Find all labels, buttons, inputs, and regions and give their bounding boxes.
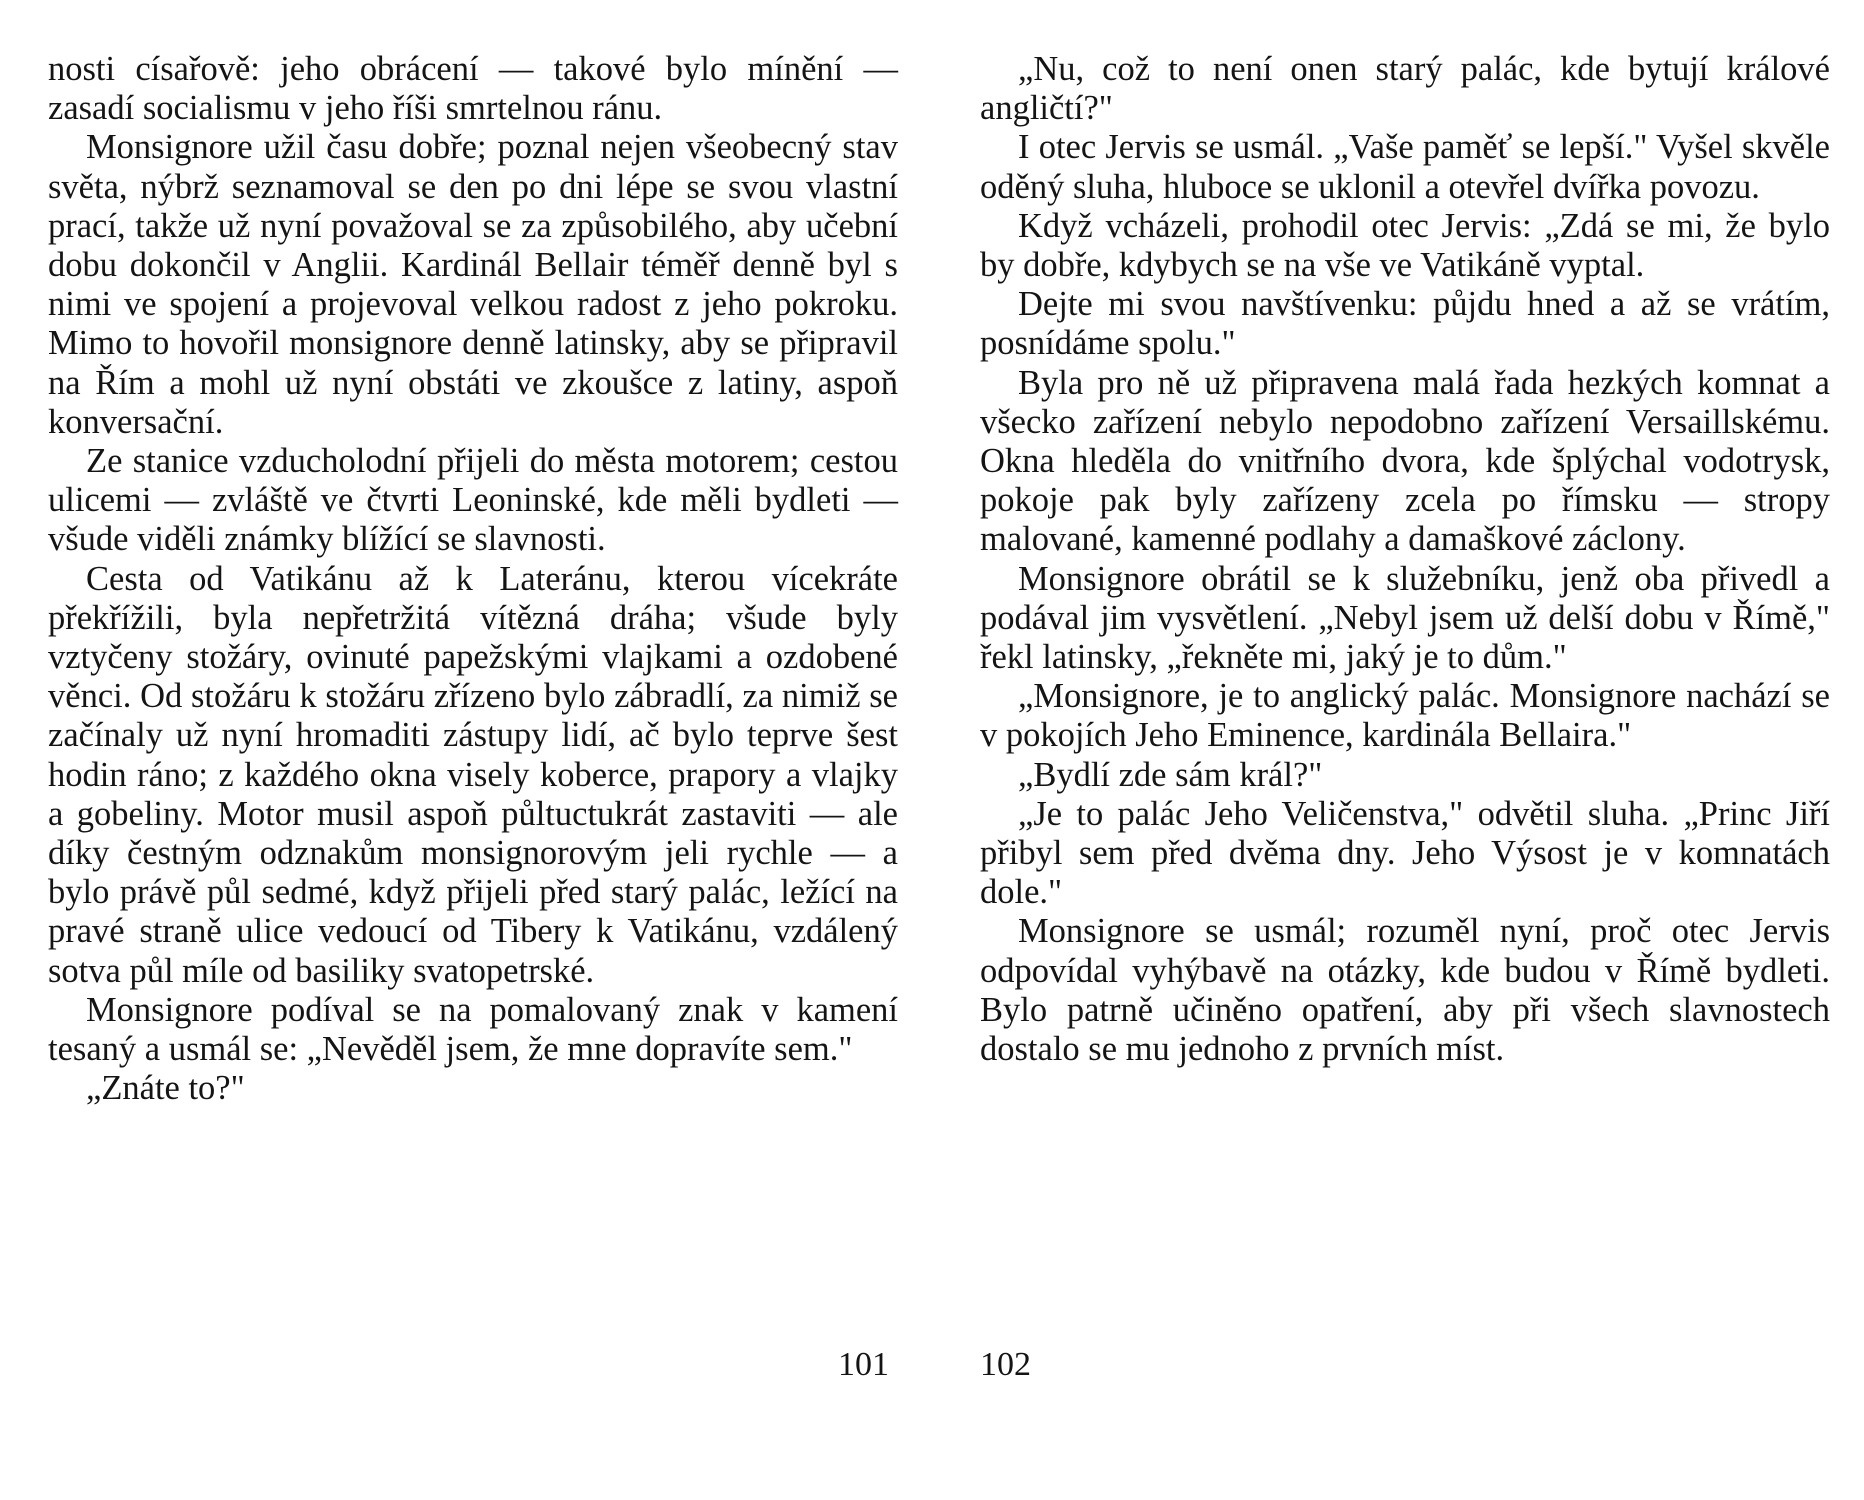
paragraph: „Monsignore, je to anglický palác. Monsignore nachází se v pokojích Jeho Eminence, kardinála Bellaira."	[980, 677, 1830, 755]
page-number-left: 101	[838, 1346, 889, 1383]
paragraph: „Znáte to?"	[86, 1069, 245, 1108]
paragraph: I otec Jervis se usmál. „Vaše paměť se lepší." Vyšel skvěle oděný sluha, hluboce se uklonil a otevřel dvířka povozu.	[980, 128, 1830, 206]
paragraph: Monsignore podíval se na pomalovaný znak v kamení tesaný a usmál se: „Nevěděl jsem, že mne dopravíte sem."	[48, 990, 898, 1069]
paragraph: Dejte mi svou navštívenku: půjdu hned a až se vrátím, posnídáme spolu."	[980, 285, 1830, 363]
paragraph: Ze stanice vzducholodní přijeli do města motorem; cestou ulicemi — zvláště ve čtvrti Leoninské, kde měli bydleti — všude viděli známky blížící se slavnosti.	[48, 442, 898, 559]
paragraph: Monsignore obrátil se k služebníku, jenž oba přivedl a podával jim vysvětlení. „Nebyl jsem už delší dobu v Římě," řekl latinsky, „řekněte mi, jaký je to dům."	[980, 559, 1830, 677]
left-page-text	[48, 50, 898, 1108]
paragraph: „Nu, což to není onen starý palác, kde bytují králové angličtí?"	[980, 50, 1830, 128]
paragraph: Monsignore se usmál; rozuměl nyní, proč otec Jervis odpovídal vyhýbavě na otázky, kde budou v Římě bydleti. Bylo patrně učiněno opatření, aby při všech slavnostech dostalo se mu jednoho z prvních míst.	[980, 912, 1830, 1069]
right-page-text	[980, 50, 1830, 1069]
paragraph: „Je to palác Jeho Veličenstva," odvětil sluha. „Princ Jiří přibyl sem před dvěma dny. Jeho Výsost je v komnatách dole."	[980, 794, 1830, 912]
paragraph: Monsignore užil času dobře; poznal nejen všeobecný stav světa, nýbrž seznamoval se den po dni lépe se svou vlastní prací, takže už nyní považoval se za způsobilého, aby učební dobu dokončil v Anglii. Kardinál Bellair téměř denně byl s nimi ve spojení a projevoval velkou radost z jeho pokroku. Mimo to hovořil monsignore denně latinsky, aby se připravil na Řím a mohl už nyní obstáti ve zkoušce z latiny, aspoň konversační.	[48, 128, 898, 441]
paragraph: Když vcházeli, prohodil otec Jervis: „Zdá se mi, že bylo by dobře, kdybych se na vše ve Vatikáně vyptal.	[980, 206, 1830, 285]
paragraph: Cesta od Vatikánu až k Lateránu, kterou vícekráte překřížili, byla nepřetržitá vítězná dráha; všude byly vztyčeny stožáry, ovinuté papežskými vlajkami a ozdobené věnci. Od stožáru k stožáru zřízeno bylo zábradlí, za nimiž se začínaly už nyní hromaditi zástupy lidí, ač bylo teprve šest hodin ráno; z každého okna visely koberce, prapory a vlajky a gobeliny. Motor musil aspoň půltuctukrát zastaviti — ale díky čestným odznakům monsignorovým jeli rychle — a bylo právě půl sedmé, když přijeli před starý palác, ležící na pravé straně ulice vedoucí od Tibery k Vatikánu, vzdálený sotva půl míle od basiliky svatopetrské.	[48, 559, 898, 990]
paragraph: nosti císařově: jeho obrácení — takové bylo mínění — zasadí socialismu v jeho říši smrtelnou ránu.	[48, 50, 898, 128]
right-page	[980, 50, 1830, 1069]
paragraph: Byla pro ně už připravena malá řada hezkých komnat a všecko zařízení nebylo nepodobno zařízení Versaillskému. Okna hleděla do vnitřního dvora, kde šplýchal vodotrysk, pokoje pak byly zařízeny zcela po římsku — stropy malované, kamenné podlahy a damaškové záclony.	[980, 363, 1830, 559]
paragraph: „Bydlí zde sám král?"	[1018, 755, 1323, 794]
left-page	[48, 50, 898, 1108]
page-number-right: 102	[980, 1346, 1031, 1383]
